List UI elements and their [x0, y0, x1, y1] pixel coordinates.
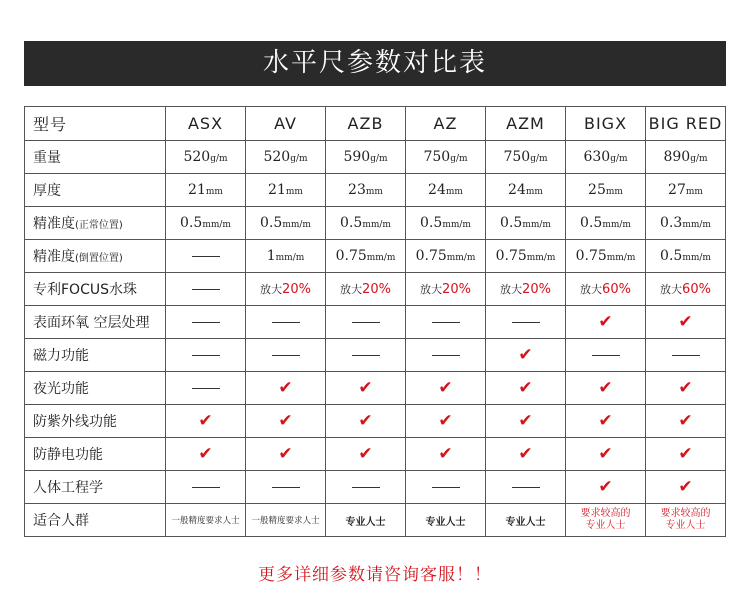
- table-row-uv: [25, 405, 726, 438]
- accuracy-normal-unit: mm/m: [202, 220, 231, 230]
- check-icon: ✔: [598, 378, 613, 398]
- accuracy-normal-value: 0.3: [660, 215, 683, 231]
- thickness-cell: [646, 174, 726, 207]
- check-icon: ✔: [358, 444, 373, 464]
- uv-cell: [166, 405, 246, 438]
- weight-unit: g/m: [210, 154, 228, 164]
- check-icon: ✔: [518, 411, 533, 431]
- crowd-cell: [246, 504, 326, 537]
- accuracy-inverted-value: 0.75: [335, 248, 367, 264]
- uv-cell: [326, 405, 406, 438]
- crowd-cell: [486, 504, 566, 537]
- uv-cell: [486, 405, 566, 438]
- weight-cell: [646, 141, 726, 174]
- uv-cell: [566, 405, 646, 438]
- accuracy-inverted-unit: mm/m: [682, 253, 711, 263]
- focus-prefix: 放大: [420, 283, 443, 296]
- focus-cell: [486, 273, 566, 306]
- crowd-text: 要求较高的: [580, 508, 631, 519]
- focus-percent: 60%: [682, 282, 711, 297]
- weight-value: 630: [583, 149, 611, 165]
- accuracy-normal-cell: [166, 207, 246, 240]
- epoxy-label-text: 表面环氧 空层处理: [33, 315, 150, 331]
- accuracy-inverted-cell: [406, 240, 486, 273]
- dash-icon: [192, 322, 220, 323]
- antistatic-cell: [326, 438, 406, 471]
- dash-icon: [352, 487, 380, 488]
- table-row-weight: [25, 141, 726, 174]
- accuracy-inverted-cell: [166, 240, 246, 273]
- thickness-label-text: 厚度: [33, 183, 61, 199]
- thickness-value: 21: [188, 182, 206, 198]
- antistatic-cell: [406, 438, 486, 471]
- weight-value: 750: [423, 149, 451, 165]
- weight-cell: [566, 141, 646, 174]
- accuracy-normal-value: 0.5: [180, 215, 203, 231]
- weight-value: 750: [503, 149, 531, 165]
- weight-label-text: 重量: [33, 150, 61, 166]
- table-row-thickness: [25, 174, 726, 207]
- thickness-cell: [166, 174, 246, 207]
- check-icon: ✔: [518, 378, 533, 398]
- epoxy-cell: [326, 306, 406, 339]
- glow-cell: [326, 372, 406, 405]
- epoxy-cell: [566, 306, 646, 339]
- model-name-cell: AZ: [406, 107, 486, 141]
- focus-cell: [166, 273, 246, 306]
- focus-percent: 20%: [442, 282, 471, 297]
- dash-icon: [192, 289, 220, 290]
- focus-cell: [646, 273, 726, 306]
- crowd-text-line2: 专业人士: [585, 520, 626, 531]
- weight-unit: g/m: [610, 154, 628, 164]
- epoxy-cell: [246, 306, 326, 339]
- crowd-text: 一般精度要求人士: [171, 516, 240, 526]
- thickness-cell: [246, 174, 326, 207]
- focus-cell: [246, 273, 326, 306]
- thickness-cell: [486, 174, 566, 207]
- epoxy-cell: [646, 306, 726, 339]
- weight-cell: [246, 141, 326, 174]
- model-name-cell: BIG RED: [646, 107, 726, 141]
- model-name-cell: BIGX: [566, 107, 646, 141]
- dash-icon: [272, 322, 300, 323]
- accuracy-normal-unit: mm/m: [602, 220, 631, 230]
- thickness-cell: [566, 174, 646, 207]
- focus-prefix: 放大: [260, 283, 283, 296]
- accuracy-inverted-label: [25, 240, 166, 273]
- accuracy-normal-value: 0.5: [340, 215, 363, 231]
- footer-note: 更多详细参数请咨询客服！！: [258, 565, 492, 585]
- weight-value: 520: [263, 149, 291, 165]
- weight-value: 520: [183, 149, 211, 165]
- uv-label-text: 防紫外线功能: [33, 414, 117, 430]
- dash-icon: [432, 322, 460, 323]
- check-icon: ✔: [278, 444, 293, 464]
- accuracy-normal-cell: [406, 207, 486, 240]
- thickness-value: 23: [348, 182, 366, 198]
- weight-unit: g/m: [290, 154, 308, 164]
- focus-percent: 20%: [522, 282, 551, 297]
- magnetic-cell: [566, 339, 646, 372]
- table-row-model: [25, 107, 726, 141]
- crowd-label-text: 适合人群: [33, 513, 89, 529]
- epoxy-cell: [406, 306, 486, 339]
- dash-icon: [272, 355, 300, 356]
- check-icon: ✔: [518, 444, 533, 464]
- crowd-label: [25, 504, 166, 537]
- accuracy-inverted-value: 0.5: [660, 248, 683, 264]
- antistatic-cell: [246, 438, 326, 471]
- weight-value: 590: [343, 149, 371, 165]
- focus-prefix: 放大: [500, 283, 523, 296]
- accuracy-inverted-unit: mm/m: [526, 253, 556, 263]
- magnetic-label: [25, 339, 166, 372]
- model-name-cell: AZB: [326, 107, 406, 141]
- antistatic-label: [25, 438, 166, 471]
- thickness-unit: mm: [365, 187, 383, 197]
- check-icon: ✔: [278, 411, 293, 431]
- focus-label: [25, 273, 166, 306]
- accuracy-inverted-unit: mm/m: [606, 253, 636, 263]
- accuracy-normal-cell: [566, 207, 646, 240]
- table-row-antistatic: [25, 438, 726, 471]
- thickness-unit: mm: [605, 187, 623, 197]
- epoxy-label: [25, 306, 166, 339]
- crowd-cell: [646, 504, 726, 537]
- thickness-unit: mm: [525, 187, 543, 197]
- glow-cell: [566, 372, 646, 405]
- magnetic-cell: [486, 339, 566, 372]
- ergonomic-cell: [646, 471, 726, 504]
- thickness-value: 25: [588, 182, 606, 198]
- crowd-cell: [326, 504, 406, 537]
- crowd-text: 要求较高的: [660, 508, 711, 519]
- accuracy-normal-unit: mm/m: [522, 220, 551, 230]
- accuracy-normal-unit: mm/m: [282, 220, 311, 230]
- magnetic-label-text: 磁力功能: [33, 348, 89, 364]
- focus-percent: 60%: [602, 282, 631, 297]
- accuracy-inverted-unit: mm/m: [446, 253, 476, 263]
- check-icon: ✔: [678, 477, 693, 497]
- crowd-cell: [566, 504, 646, 537]
- thickness-unit: mm: [445, 187, 463, 197]
- antistatic-cell: [646, 438, 726, 471]
- weight-unit: g/m: [370, 154, 388, 164]
- check-icon: ✔: [198, 411, 213, 431]
- accuracy-normal-value: 0.5: [500, 215, 523, 231]
- crowd-text: 专业人士: [505, 516, 546, 528]
- antistatic-cell: [566, 438, 646, 471]
- accuracy-normal-cell: [646, 207, 726, 240]
- thickness-value: 27: [668, 182, 686, 198]
- check-icon: ✔: [358, 411, 373, 431]
- comparison-table: [24, 106, 726, 537]
- focus-prefix: 放大: [340, 283, 363, 296]
- model-name-cell: AZM: [486, 107, 566, 141]
- check-icon: ✔: [438, 378, 453, 398]
- accuracy-normal-value: 0.5: [420, 215, 443, 231]
- ergonomic-cell: [406, 471, 486, 504]
- check-icon: ✔: [358, 378, 373, 398]
- glow-label: [25, 372, 166, 405]
- crowd-text-line2: 专业人士: [665, 520, 706, 531]
- check-icon: ✔: [438, 444, 453, 464]
- crowd-cell: [166, 504, 246, 537]
- magnetic-cell: [406, 339, 486, 372]
- check-icon: ✔: [438, 411, 453, 431]
- crowd-text: 专业人士: [345, 516, 386, 528]
- check-icon: ✔: [518, 345, 533, 365]
- accuracy-normal-cell: [486, 207, 566, 240]
- dash-icon: [192, 355, 220, 356]
- weight-cell: [406, 141, 486, 174]
- model-name-cell: ASX: [166, 107, 246, 141]
- thickness-unit: mm: [685, 187, 703, 197]
- focus-cell: [566, 273, 646, 306]
- magnetic-cell: [646, 339, 726, 372]
- dash-icon: [272, 487, 300, 488]
- table-row-ergonomic: [25, 471, 726, 504]
- table-row-focus: [25, 273, 726, 306]
- weight-cell: [486, 141, 566, 174]
- glow-cell: [246, 372, 326, 405]
- check-icon: ✔: [678, 444, 693, 464]
- glow-cell: [646, 372, 726, 405]
- accuracy-normal-unit: mm/m: [682, 220, 711, 230]
- accuracy-normal-cell: [326, 207, 406, 240]
- weight-unit: g/m: [530, 154, 548, 164]
- glow-cell: [406, 372, 486, 405]
- ergonomic-cell: [246, 471, 326, 504]
- antistatic-cell: [166, 438, 246, 471]
- check-icon: ✔: [678, 312, 693, 332]
- page-title: 水平尺参数对比表: [24, 41, 726, 86]
- thickness-unit: mm: [205, 187, 223, 197]
- accuracy-normal-label-note: (正常位置): [75, 220, 123, 231]
- accuracy-normal-value: 0.5: [580, 215, 603, 231]
- weight-value: 890: [663, 149, 691, 165]
- check-icon: ✔: [598, 411, 613, 431]
- accuracy-inverted-cell: [646, 240, 726, 273]
- magnetic-cell: [166, 339, 246, 372]
- magnetic-cell: [246, 339, 326, 372]
- ergonomic-label: [25, 471, 166, 504]
- accuracy-inverted-cell: [566, 240, 646, 273]
- check-icon: ✔: [598, 312, 613, 332]
- epoxy-cell: [166, 306, 246, 339]
- thickness-value: 21: [268, 182, 286, 198]
- uv-cell: [406, 405, 486, 438]
- dash-icon: [352, 322, 380, 323]
- focus-prefix: 放大: [580, 283, 603, 296]
- ergonomic-cell: [166, 471, 246, 504]
- weight-unit: g/m: [690, 154, 708, 164]
- accuracy-normal-label: [25, 207, 166, 240]
- weight-label: [25, 141, 166, 174]
- focus-label-text: 专利FOCUS水珠: [33, 282, 137, 298]
- model-name-cell: AV: [246, 107, 326, 141]
- check-icon: ✔: [678, 378, 693, 398]
- accuracy-inverted-cell: [326, 240, 406, 273]
- thickness-value: 24: [508, 182, 526, 198]
- focus-cell: [326, 273, 406, 306]
- dash-icon: [512, 322, 540, 323]
- glow-label-text: 夜光功能: [33, 381, 89, 397]
- dash-icon: [432, 355, 460, 356]
- accuracy-inverted-value: 0.75: [575, 248, 607, 264]
- weight-cell: [326, 141, 406, 174]
- dash-icon: [192, 487, 220, 488]
- ergonomic-cell: [486, 471, 566, 504]
- dash-icon: [672, 355, 700, 356]
- accuracy-inverted-value: 0.75: [415, 248, 447, 264]
- model-label: [25, 107, 166, 141]
- magnetic-cell: [326, 339, 406, 372]
- accuracy-inverted-cell: [486, 240, 566, 273]
- crowd-text: 专业人士: [425, 516, 466, 528]
- epoxy-cell: [486, 306, 566, 339]
- table-row-accuracy-normal: [25, 207, 726, 240]
- antistatic-cell: [486, 438, 566, 471]
- uv-cell: [646, 405, 726, 438]
- accuracy-inverted-cell: [246, 240, 326, 273]
- accuracy-normal-unit: mm/m: [442, 220, 471, 230]
- thickness-cell: [406, 174, 486, 207]
- check-icon: ✔: [198, 444, 213, 464]
- check-icon: ✔: [278, 378, 293, 398]
- dash-icon: [192, 256, 220, 257]
- focus-cell: [406, 273, 486, 306]
- ergonomic-cell: [326, 471, 406, 504]
- accuracy-normal-cell: [246, 207, 326, 240]
- focus-prefix: 放大: [660, 283, 683, 296]
- table-row-crowd: [25, 504, 726, 537]
- check-icon: ✔: [678, 411, 693, 431]
- check-icon: ✔: [598, 444, 613, 464]
- accuracy-inverted-unit: mm/m: [366, 253, 396, 263]
- weight-unit: g/m: [450, 154, 468, 164]
- table-row-magnetic: [25, 339, 726, 372]
- ergonomic-cell: [566, 471, 646, 504]
- uv-label: [25, 405, 166, 438]
- accuracy-normal-value: 0.5: [260, 215, 283, 231]
- accuracy-normal-unit: mm/m: [362, 220, 391, 230]
- accuracy-inverted-value: 0.75: [495, 248, 527, 264]
- focus-percent: 20%: [282, 282, 311, 297]
- crowd-text: 一般精度要求人士: [251, 516, 320, 526]
- dash-icon: [592, 355, 620, 356]
- thickness-label: [25, 174, 166, 207]
- dash-icon: [192, 388, 220, 389]
- accuracy-inverted-unit: mm/m: [275, 253, 305, 263]
- dash-icon: [432, 487, 460, 488]
- thickness-unit: mm: [285, 187, 303, 197]
- check-icon: ✔: [598, 477, 613, 497]
- antistatic-label-text: 防静电功能: [33, 447, 103, 463]
- glow-cell: [486, 372, 566, 405]
- glow-cell: [166, 372, 246, 405]
- crowd-cell: [406, 504, 486, 537]
- dash-icon: [512, 487, 540, 488]
- thickness-value: 24: [428, 182, 446, 198]
- accuracy-inverted-label-text: 精准度: [33, 249, 75, 265]
- ergonomic-label-text: 人体工程学: [33, 480, 103, 496]
- table-row-glow: [25, 372, 726, 405]
- thickness-cell: [326, 174, 406, 207]
- focus-percent: 20%: [362, 282, 391, 297]
- table-row-epoxy: [25, 306, 726, 339]
- table-row-accuracy-inverted: [25, 240, 726, 273]
- model-label-text: 型号: [33, 115, 68, 134]
- accuracy-normal-label-text: 精准度: [33, 216, 75, 232]
- accuracy-inverted-label-note: (倒置位置): [75, 253, 123, 264]
- uv-cell: [246, 405, 326, 438]
- weight-cell: [166, 141, 246, 174]
- accuracy-inverted-value: 1: [266, 248, 276, 264]
- dash-icon: [352, 355, 380, 356]
